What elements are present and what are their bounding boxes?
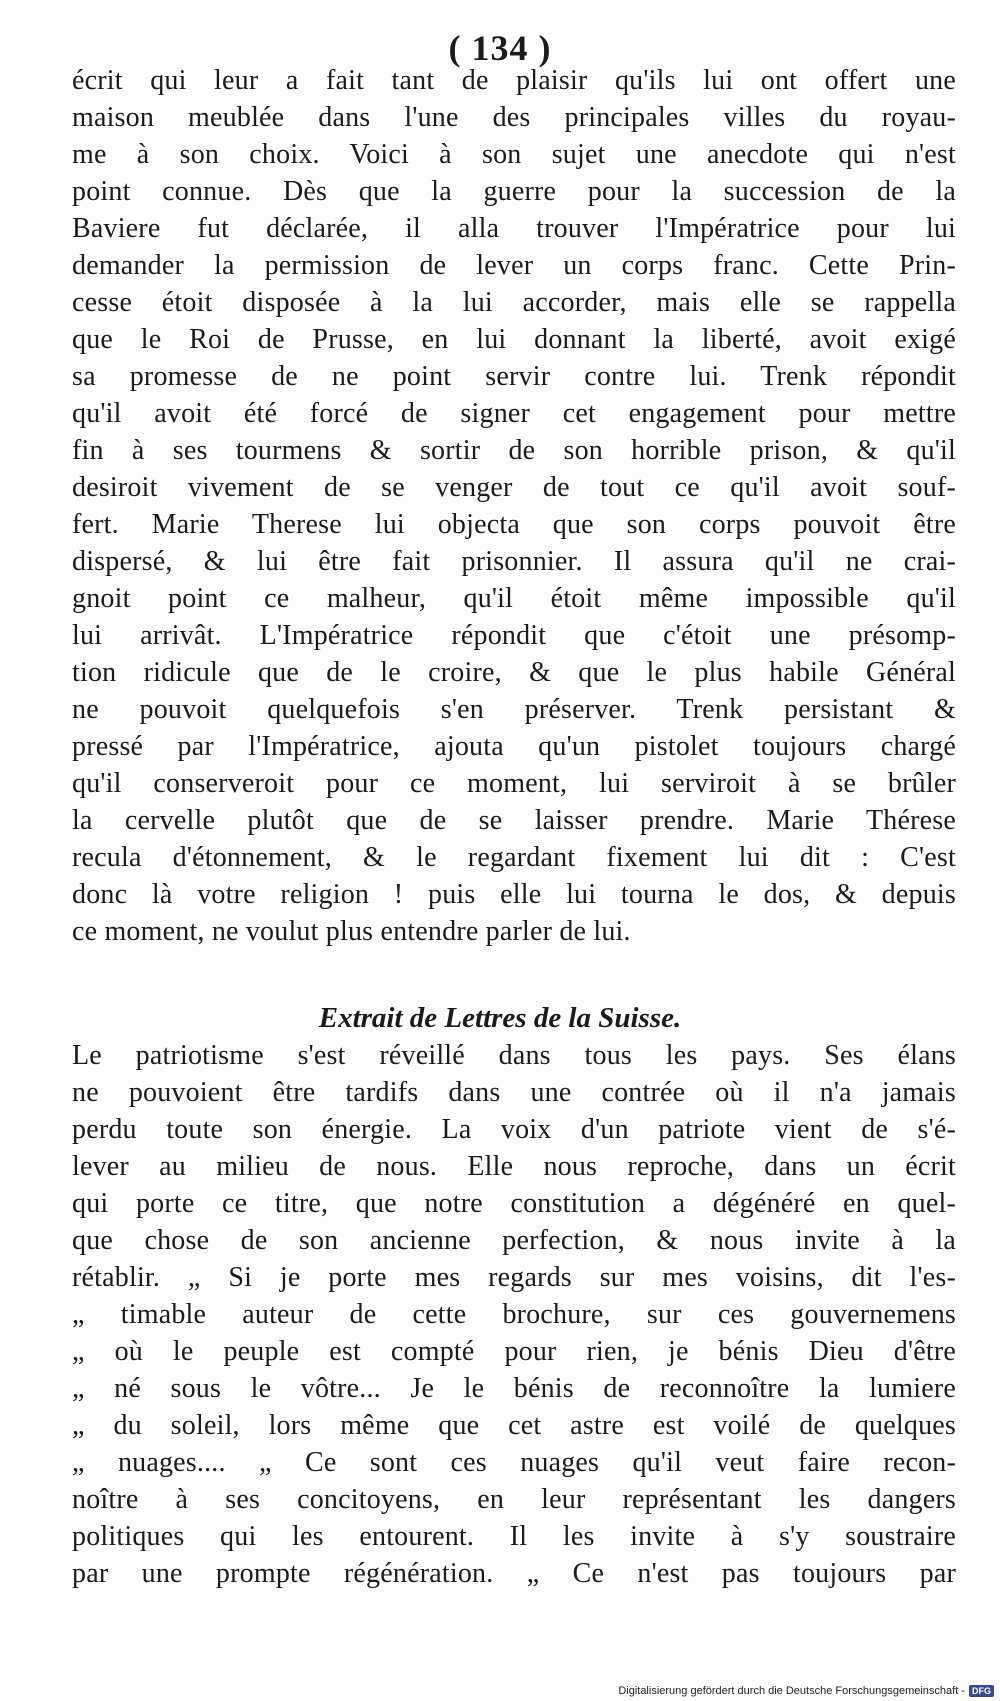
text-line: qu'il conserveroit pour ce moment, lui serviroit à se brûler — [72, 768, 956, 799]
text-line: qui porte ce titre, que notre constitution a dégénéré en quel- — [72, 1188, 956, 1219]
text-line: pressé par l'Impératrice, ajouta qu'un pistolet toujours chargé — [72, 731, 956, 762]
digitization-credit — [618, 1685, 994, 1697]
text-line: me à son choix. Voici à son sujet une anecdote qui n'est — [72, 139, 956, 170]
text-line: lever au milieu de nous. Elle nous reproche, dans un écrit — [72, 1151, 956, 1182]
text-line: ne pouvoient être tardifs dans une contrée où il n'a jamais — [72, 1077, 956, 1108]
text-line: point connue. Dès que la guerre pour la succession de la — [72, 176, 956, 207]
text-line: demander la permission de lever un corps franc. Cette Prin- — [72, 250, 956, 281]
paragraph-swiss-letters — [72, 1037, 956, 1592]
credit-text: Digitalisierung gefördert durch die Deutsche Forschungsgemeinschaft - — [618, 1685, 965, 1697]
text-line: „ nuages.... „ Ce sont ces nuages qu'il veut faire recon- — [72, 1447, 956, 1478]
text-line: qu'il avoit été forcé de signer cet engagement pour mettre — [72, 398, 956, 429]
paragraph-trenk-anecdote — [72, 62, 956, 950]
text-line: rétablir. „ Si je porte mes regards sur mes voisins, dit l'es- — [72, 1262, 956, 1293]
text-line: politiques qui les entourent. Il les invite à s'y soustraire — [72, 1521, 956, 1552]
text-line: desiroit vivement de se venger de tout ce qu'il avoit souf- — [72, 472, 956, 503]
text-line: gnoit point ce malheur, qu'il étoit même impossible qu'il — [72, 583, 956, 614]
text-line: tion ridicule que de le croire, & que le plus habile Général — [72, 657, 956, 688]
text-line: par une prompte régénération. „ Ce n'est pas toujours par — [72, 1558, 956, 1589]
text-line: écrit qui leur a fait tant de plaisir qu'ils lui ont offert une — [72, 65, 956, 96]
dfg-logo-icon: DFG — [969, 1685, 994, 1697]
text-line: que chose de son ancienne perfection, & nous invite à la — [72, 1225, 956, 1256]
text-line: perdu toute son énergie. La voix d'un patriote vient de s'é- — [72, 1114, 956, 1145]
text-line: recula d'étonnement, & le regardant fixement lui dit : C'est — [72, 842, 956, 873]
text-line: cesse étoit disposée à la lui accorder, mais elle se rappella — [72, 287, 956, 318]
text-line: „ du soleil, lors même que cet astre est voilé de quelques — [72, 1410, 956, 1441]
text-line: ne pouvoit quelquefois s'en préserver. Trenk persistant & — [72, 694, 956, 725]
text-line: noître à ses concitoyens, en leur représentant les dangers — [72, 1484, 956, 1515]
text-line: Le patriotisme s'est réveillé dans tous les pays. Ses élans — [72, 1040, 956, 1071]
text-line: fin à ses tourmens & sortir de son horrible prison, & qu'il — [72, 435, 956, 466]
text-line: donc là votre religion ! puis elle lui tourna le dos, & depuis — [72, 879, 956, 910]
text-line: Baviere fut déclarée, il alla trouver l'Impératrice pour lui — [72, 213, 956, 244]
text-line: ce moment, ne voulut plus entendre parler de lui. — [72, 916, 631, 947]
text-line: „ né sous le vôtre... Je le bénis de reconnoître la lumiere — [72, 1373, 956, 1404]
text-line: la cervelle plutôt que de se laisser prendre. Marie Thérese — [72, 805, 956, 836]
section-heading: Extrait de Lettres de la Suisse. — [318, 1002, 682, 1034]
text-line: lui arrivât. L'Impératrice répondit que c'étoit une présomp- — [72, 620, 956, 651]
text-line: maison meublée dans l'une des principales villes du royau- — [72, 102, 956, 133]
text-line: „ timable auteur de cette brochure, sur ces gouvernemens — [72, 1299, 956, 1330]
text-line: „ où le peuple est compté pour rien, je bénis Dieu d'être — [72, 1336, 956, 1367]
text-line: fert. Marie Therese lui objecta que son corps pouvoit être — [72, 509, 956, 540]
text-line: sa promesse de ne point servir contre lui. Trenk répondit — [72, 361, 956, 392]
page-number: ( 134 ) — [448, 28, 552, 68]
text-line: que le Roi de Prusse, en lui donnant la liberté, avoit exigé — [72, 324, 956, 355]
text-line: dispersé, & lui être fait prisonnier. Il assura qu'il ne crai- — [72, 546, 956, 577]
